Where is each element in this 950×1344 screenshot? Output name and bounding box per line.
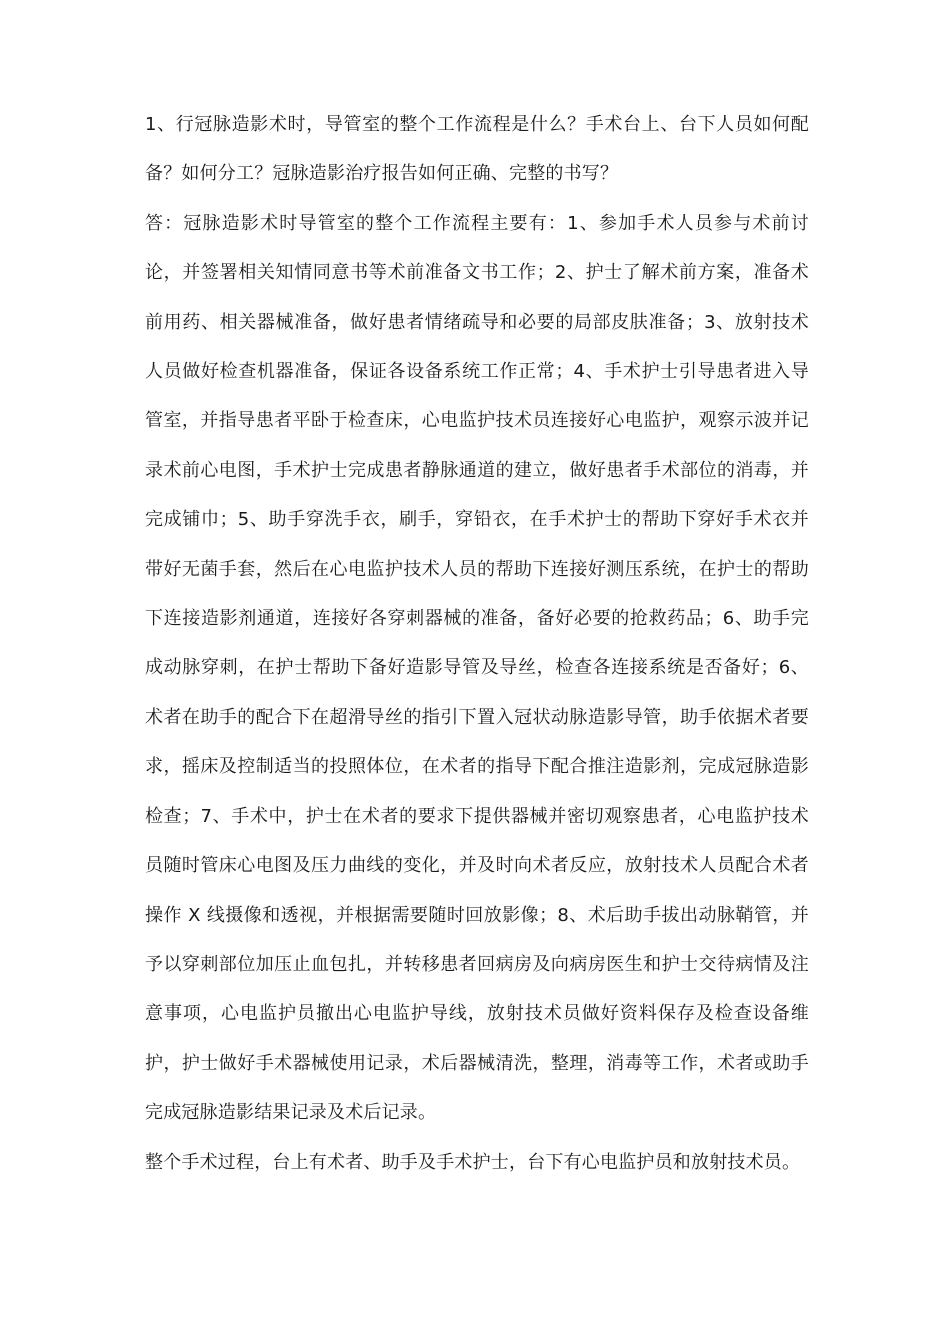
question-paragraph: 1、行冠脉造影术时，导管室的整个工作流程是什么？手术台上、台下人员如何配备？如何分工？冠脉造影治疗报告如何正确、完整的书写？ bbox=[145, 114, 809, 185]
document-body bbox=[145, 100, 809, 1187]
answer-paragraph: 答：冠脉造影术时导管室的整个工作流程主要有：1、参加手术人员参与术前讨论，并签署相关知情同意书等术前准备文书工作；2、护士了解术前方案，准备术前用药、相关器械准备，做好患者情绪疏导和必要的局部皮肤准备；3、放射技术人员做好检查机器准备，保证各设备系统工作正常；4、手术护士引导患者进入导管室，并指导患者平卧于检查床，心电监护技术员连接好心电监护，观察示波并记录术前心电图，手术护士完成患者静脉通道的建立，做好患者手术部位的消毒，并完成铺巾；5、助手穿洗手衣，刷手，穿铅衣，在手术护士的帮助下穿好手术衣并带好无菌手套，然后在心电监护技术人员的帮助下连接好测压系统，在护士的帮助下连接造影剂通道，连接好各穿刺器械的准备，备好必要的抢救药品；6、助手完成动脉穿刺，在护士帮助下备好造影导管及导丝，检查各连接系统是否备好；6、术者在助手的配合下在超滑导丝的指引下置入冠状动脉造影导管，助手依据术者要求，摇床及控制适当的投照体位，在术者的指导下配合推注造影剂，完成冠脉造影检查；7、手术中，护士在术者的要求下提供器械并密切观察患者，心电监护技术员随时管床心电图及压力曲线的变化，并及时向术者反应，放射技术人员配合术者操作 X 线摄像和透视，并根据需要随时回放影像；8、术后助手拔出动脉鞘管，并予以穿刺部位加压止血包扎，并转移患者回病房及向病房医生和护士交待病情及注意事项，心电监护员撤出心电监护导线，放射技术员做好资料保存及检查设备维护，护士做好手术器械使用记录，术后器械清洗，整理，消毒等工作，术者或助手完成冠脉造影结果记录及术后记录。 bbox=[145, 212, 809, 1124]
staffing-paragraph: 整个手术过程，台上有术者、助手及手术护士，台下有心电监护员和放射技术员。 bbox=[145, 1151, 801, 1173]
